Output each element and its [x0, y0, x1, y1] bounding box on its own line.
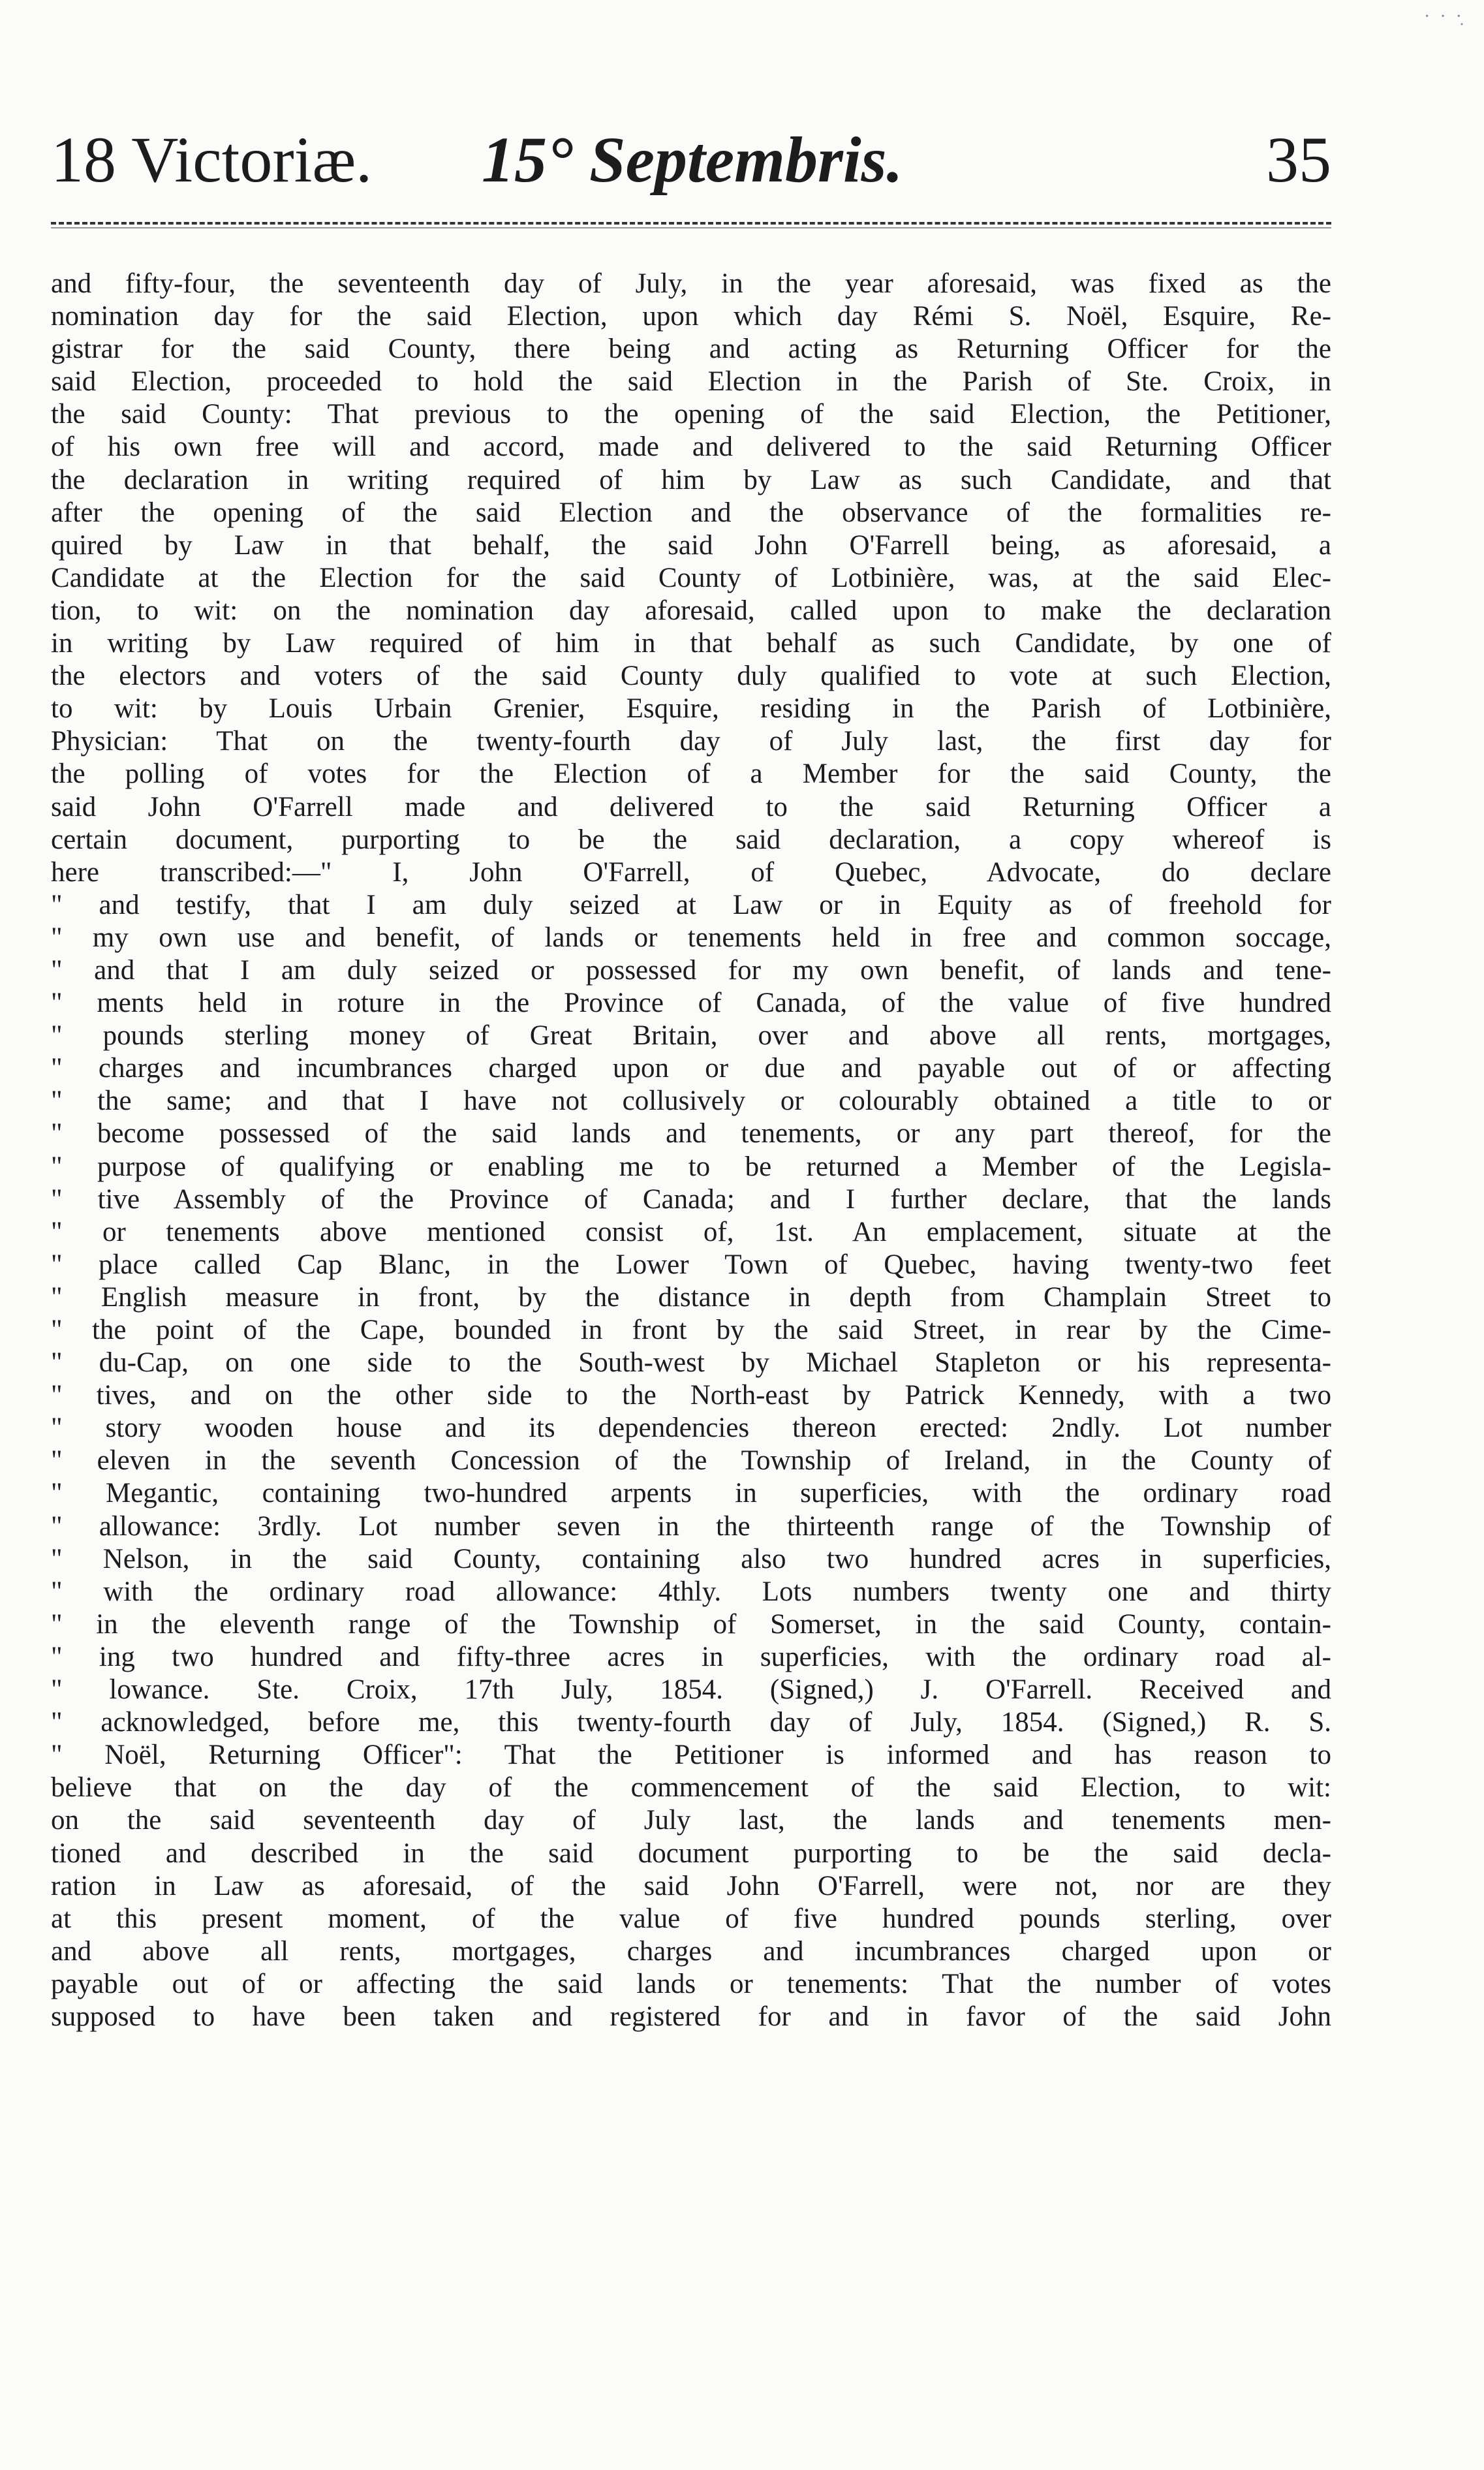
page-header	[51, 117, 1331, 215]
text-line: " eleven in the seventh Concession of the Township of Ireland, in the County of	[51, 1445, 1331, 1477]
text-line: of his own free will and accord, made and delivered to the said Returning Officer	[51, 431, 1331, 463]
text-line: after the opening of the said Election and the observance of the formalities re-	[51, 497, 1331, 528]
text-line: quired by Law in that behalf, the said John O'Farrell being, as aforesaid, a	[51, 529, 1331, 561]
text-line: " with the ordinary road allowance: 4thly. Lots numbers twenty one and thirty	[51, 1576, 1331, 1607]
text-line: to wit: by Louis Urbain Grenier, Esquire, residing in the Parish of Lotbinière,	[51, 693, 1331, 725]
header-rule-secondary	[51, 227, 1331, 228]
corner-mark: · · ·̣̣	[1424, 7, 1464, 27]
text-line: certain document, purporting to be the said declaration, a copy whereof is	[51, 824, 1331, 855]
text-line: " ing two hundred and fifty-three acres in superficies, with the ordinary road al-	[51, 1641, 1331, 1672]
text-line: " ments held in roture in the Province of Canada, of the value of five hundred	[51, 988, 1331, 1019]
text-line: supposed to have been taken and registered for and in favor of the said John	[51, 2001, 1331, 2032]
text-line: the polling of votes for the Election of a Member for the said County, the	[51, 758, 1331, 790]
text-line: ration in Law as aforesaid, of the said John O'Farrell, were not, nor are they	[51, 1870, 1331, 1901]
text-line: " pounds sterling money of Great Britain, over and above all rents, mortgages,	[51, 1020, 1331, 1052]
text-line: gistrar for the said County, there being and acting as Returning Officer for the	[51, 334, 1331, 365]
text-line: the declaration in writing required of him by Law as such Candidate, and that	[51, 464, 1331, 495]
text-line: payable out of or affecting the said lands or tenements: That the number of votes	[51, 1968, 1331, 1999]
text-line: " purpose of qualifying or enabling me to be returned a Member of the Legisla-	[51, 1151, 1331, 1182]
text-line: " and that I am duly seized or possessed for my own benefit, of lands and tene-	[51, 954, 1331, 986]
text-line: " tives, and on the other side to the North-east by Patrick Kennedy, with a two	[51, 1380, 1331, 1411]
text-line: said Election, proceeded to hold the said Election in the Parish of Ste. Croix, in	[51, 366, 1331, 398]
text-line: said John O'Farrell made and delivered to the said Returning Officer a	[51, 791, 1331, 822]
text-line: in writing by Law required of him in that behalf as such Candidate, by one of	[51, 628, 1331, 659]
text-line: at this present moment, of the value of five hundred pounds sterling, over	[51, 1903, 1331, 1934]
text-line: " allowance: 3rdly. Lot number seven in the thirteenth range of the Township of	[51, 1510, 1331, 1542]
text-line: " lowance. Ste. Croix, 17th July, 1854. (Signed,) J. O'Farrell. Received and	[51, 1674, 1331, 1706]
text-line: " Noël, Returning Officer": That the Petitioner is informed and has reason to	[51, 1740, 1331, 1771]
text-line: the said County: That previous to the opening of the said Election, the Petitioner,	[51, 399, 1331, 430]
header-regnal-year: 18 Victoriæ.	[51, 123, 373, 196]
text-line: the electors and voters of the said County duly qualified to vote at such Election,	[51, 661, 1331, 692]
text-line: " in the eleventh range of the Township of Somerset, in the said County, contain-	[51, 1608, 1331, 1640]
text-line: " my own use and benefit, of lands or tenements held in free and common soccage,	[51, 922, 1331, 953]
text-line: Candidate at the Election for the said County of Lotbinière, was, at the said Elec-	[51, 562, 1331, 593]
text-line: " place called Cap Blanc, in the Lower Town of Quebec, having twenty-two feet	[51, 1249, 1331, 1280]
text-line: here transcribed:—" I, John O'Farrell, of Quebec, Advocate, do declare	[51, 856, 1331, 888]
text-line: and above all rents, mortgages, charges and incumbrances charged upon or	[51, 1935, 1331, 1967]
text-line: " English measure in front, by the distance in depth from Champlain Street to	[51, 1281, 1331, 1313]
text-line: nomination day for the said Election, upon which day Rémi S. Noël, Esquire, Re-	[51, 301, 1331, 332]
body-text	[51, 268, 1331, 2033]
text-line: believe that on the day of the commencement of the said Election, to wit:	[51, 1772, 1331, 1804]
text-line: " charges and incumbrances charged upon or due and payable out of or affecting	[51, 1053, 1331, 1084]
text-line: " and testify, that I am duly seized at Law or in Equity as of freehold for	[51, 889, 1331, 920]
text-line: " the same; and that I have not collusively or colourably obtained a title to or	[51, 1086, 1331, 1117]
text-line: tioned and described in the said document purporting to be the said decla-	[51, 1837, 1331, 1869]
text-line: on the said seventeenth day of July last, the lands and tenements men-	[51, 1805, 1331, 1836]
text-line: " acknowledged, before me, this twenty-fourth day of July, 1854. (Signed,) R. S.	[51, 1707, 1331, 1738]
text-line: " Megantic, containing two-hundred arpents in superficies, with the ordinary road	[51, 1478, 1331, 1509]
text-line: " become possessed of the said lands and tenements, or any part thereof, for the	[51, 1118, 1331, 1149]
header-date: 15° Septembris.	[482, 123, 903, 196]
text-line: tion, to wit: on the nomination day aforesaid, called upon to make the declaration	[51, 595, 1331, 626]
header-rule	[51, 222, 1331, 225]
text-line: " the point of the Cape, bounded in front by the said Street, in rear by the Cime-	[51, 1315, 1331, 1345]
text-line: " Nelson, in the said County, containing also two hundred acres in superficies,	[51, 1543, 1331, 1574]
text-line: and fifty-four, the seventeenth day of July, in the year aforesaid, was fixed as the	[51, 268, 1331, 299]
page-number: 35	[1266, 123, 1331, 196]
text-line: " tive Assembly of the Province of Canada; and I further declare, that the lands	[51, 1183, 1331, 1215]
text-line: Physician: That on the twenty-fourth day of July last, the first day for	[51, 726, 1331, 757]
text-line: " du-Cap, on one side to the South-west by Michael Stapleton or his representa-	[51, 1347, 1331, 1379]
text-line: " story wooden house and its dependencies thereon erected: 2ndly. Lot number	[51, 1413, 1331, 1444]
text-line: " or tenements above mentioned consist of, 1st. An emplacement, situate at the	[51, 1216, 1331, 1247]
